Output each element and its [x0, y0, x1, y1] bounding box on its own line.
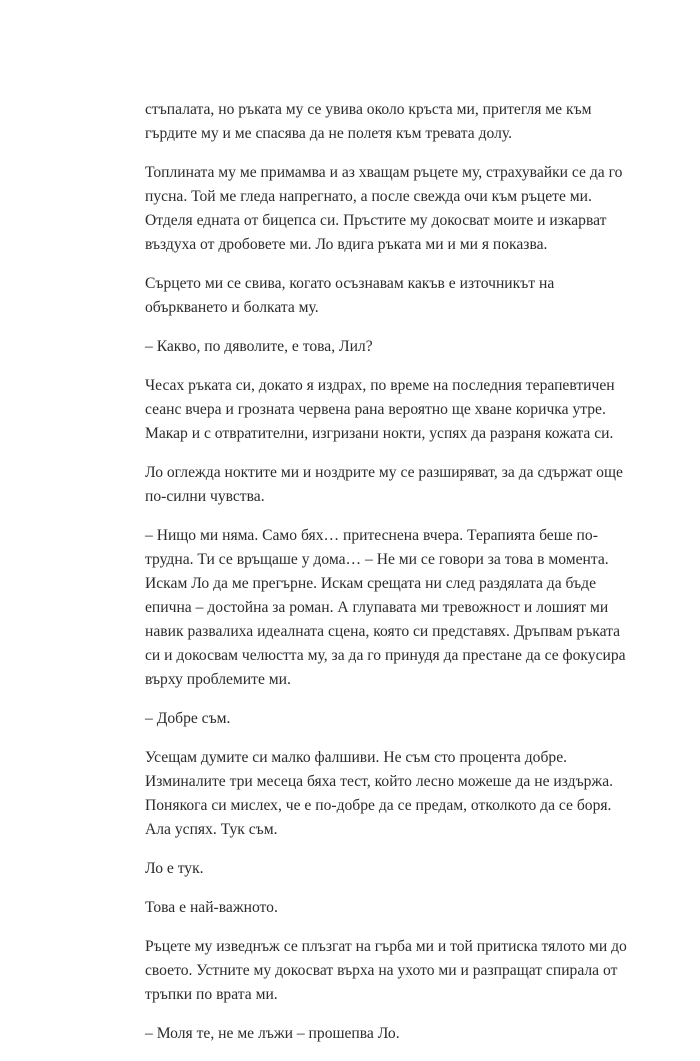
paragraph: [145, 707, 565, 731]
paragraph: [145, 98, 592, 146]
text-line: въздуха от дробовете ми. Ло вдига ръката ми и ми я показва.: [145, 236, 548, 253]
text-line: Сърцето ми се свива, когато осъзнавам какъв е източникът на: [145, 275, 555, 292]
text-line: – Какво, по дяволите, е това, Лил?: [145, 338, 373, 355]
body-text: [145, 98, 627, 1061]
text-line: върху проблемите ми.: [145, 671, 291, 688]
text-line: Ло оглежда ноктите ми и ноздрите му се разширяват, за да сдържат още: [145, 464, 623, 481]
text-line: Топлината му ме примамва и аз хващам ръцете му, страхувайки се да го: [145, 164, 623, 181]
text-line: си и докосвам челюстта му, за да го принудя да престане да се фокусира: [145, 647, 626, 664]
text-line: стъпалата, но ръката му се увива около кръста ми, притегля ме към: [145, 101, 592, 118]
text-line: пусна. Той ме гледа напрегнато, а после свежда очи към ръцете ми.: [145, 188, 592, 205]
paragraph: [145, 461, 623, 509]
text-line: Това е най-важното.: [145, 899, 278, 916]
text-line: епична – достойна за роман. А глупавата ми тревожност и лошият ми: [145, 599, 609, 616]
text-line: Изминалите три месеца бяха тест, който лесно можеше да не издържа.: [145, 773, 614, 790]
text-line: Понякога си мислех, че е по-добре да се предам, отколкото да се боря.: [145, 797, 612, 814]
paragraph: [145, 374, 615, 446]
text-line: Ала успях. Тук съм.: [145, 821, 278, 838]
paragraph: [145, 335, 565, 359]
text-line: Чесах ръката си, докато я издрах, по време на последния терапевтичен: [145, 377, 615, 394]
text-line: тръпки по врата ми.: [145, 986, 278, 1003]
text-line: по-силни чувства.: [145, 488, 265, 505]
text-line: Искам Ло да ме прегърне. Искам срещата ни след раздялата да бъде: [145, 575, 596, 592]
paragraph: [145, 935, 627, 1007]
paragraph: [145, 896, 565, 920]
text-line: своето. Устните му докосват върха на ухото ми и разпращат спирала от: [145, 962, 618, 979]
text-line: Ло е тук.: [145, 860, 204, 877]
text-line: объркването и болката му.: [145, 299, 319, 316]
text-line: Отделя едната от бицепса си. Пръстите му докосват моите и изкарват: [145, 212, 607, 229]
text-line: сеанс вчера и грозната червена рана вероятно ще хване коричка утре.: [145, 401, 606, 418]
paragraph: [145, 857, 565, 881]
text-line: Макар и с отвратителни, изгризани нокти, успях да разраня кожата си.: [145, 425, 614, 442]
paragraph: [145, 161, 623, 257]
paragraph: [145, 746, 614, 842]
text-line: – Нищо ми няма. Само бях… притеснена вчера. Терапията беше по-: [145, 527, 598, 544]
text-line: трудна. Ти се връщаше у дома… – Не ми се говори за това в момента.: [145, 551, 609, 568]
paragraph: [145, 272, 565, 320]
text-line: Ръцете му изведнъж се плъзгат на гърба ми и той притиска тялото ми до: [145, 938, 627, 955]
paragraph: [145, 1022, 565, 1046]
text-line: гърдите му и ме спасява да не полетя към тревата долу.: [145, 125, 513, 142]
paragraph: [145, 524, 626, 692]
text-line: навик развалиха идеалната сцена, която си представях. Дръпвам ръката: [145, 623, 621, 640]
text-line: Усещам думите си малко фалшиви. Не съм сто процента добре.: [145, 749, 568, 766]
text-line: – Моля те, не ме лъжи – прошепва Ло.: [145, 1025, 400, 1042]
text-line: – Добре съм.: [145, 710, 231, 727]
